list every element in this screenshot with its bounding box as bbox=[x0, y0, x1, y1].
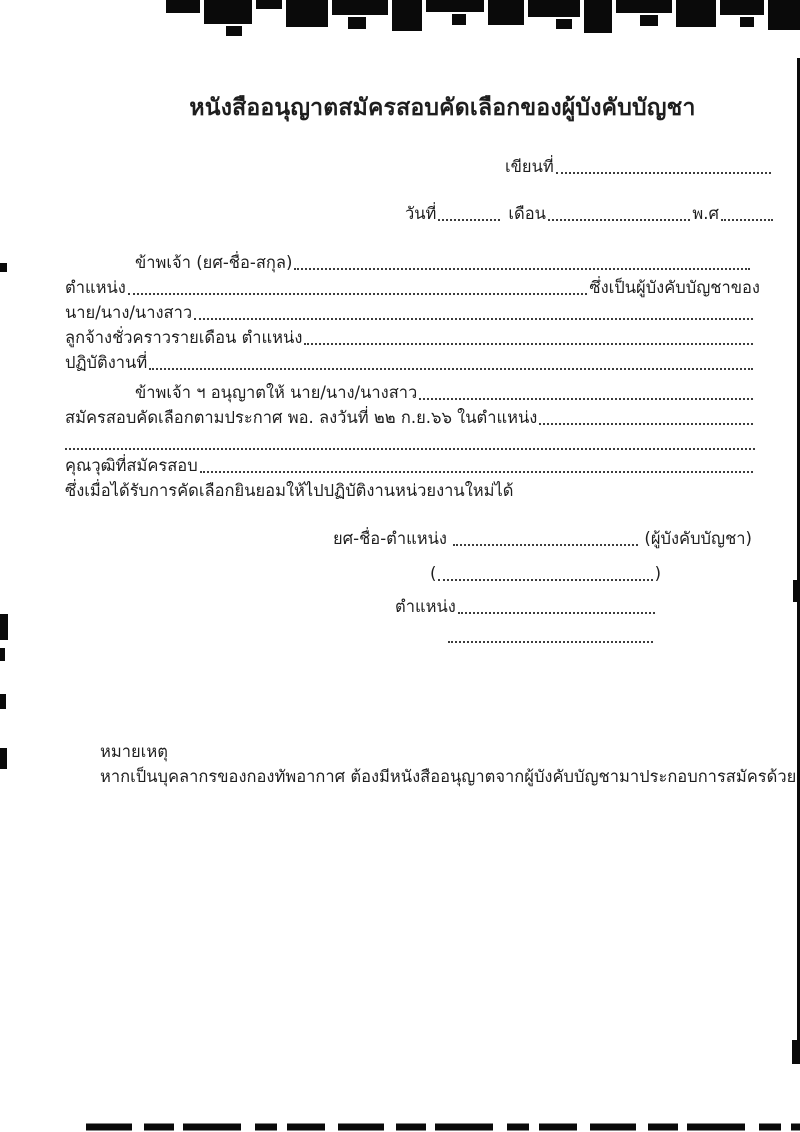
commander-label: (ผู้บังคับบัญชา) bbox=[644, 529, 752, 548]
name-blank bbox=[194, 317, 753, 320]
month-label: เดือน bbox=[508, 204, 546, 223]
position-label: ตำแหน่ง bbox=[65, 278, 126, 297]
declarant-label: ข้าพเจ้า (ยศ-ชื่อ-สกุล) bbox=[135, 253, 293, 272]
form-line-date bbox=[405, 202, 775, 225]
scan-artifact-right-edge bbox=[792, 58, 800, 1064]
written-at-label: เขียนที่ bbox=[505, 157, 554, 176]
month-blank bbox=[548, 218, 690, 221]
note-heading: หมายเหตุ bbox=[100, 742, 168, 761]
form-line-employee bbox=[65, 326, 755, 349]
apply-blank bbox=[539, 422, 753, 425]
workplace-blank bbox=[149, 367, 753, 370]
permit-label: ข้าพเจ้า ฯ อนุญาตให้ นาย/นาง/นางสาว bbox=[135, 383, 418, 402]
form-line-permit bbox=[135, 381, 755, 404]
employee-label: ลูกจ้างชั่วคราวรายเดือน ตำแหน่ง bbox=[65, 328, 303, 347]
paren-close: ) bbox=[654, 564, 661, 583]
signer-position-continued-blank bbox=[448, 640, 653, 643]
form-line-written-at bbox=[505, 155, 773, 178]
paren-open: ( bbox=[430, 564, 437, 583]
signature-line-position-continued bbox=[448, 624, 653, 647]
date-blank bbox=[438, 218, 500, 221]
year-label: พ.ศ bbox=[692, 204, 719, 223]
signature-line-rank-name bbox=[333, 527, 752, 550]
signer-position-label: ตำแหน่ง bbox=[395, 597, 456, 616]
form-line-apply-continued bbox=[65, 431, 755, 454]
form-line-declarant bbox=[135, 251, 752, 274]
form-line-apply bbox=[65, 406, 755, 429]
position-suffix: ซึ่งเป็นผู้บังคับบัญชาของ bbox=[589, 278, 760, 297]
apply-continued-blank bbox=[65, 447, 755, 450]
workplace-label: ปฏิบัติงานที่ bbox=[65, 353, 148, 372]
form-line-consent bbox=[65, 479, 755, 502]
rank-name-blank bbox=[453, 543, 638, 546]
note-text: หากเป็นบุคลากรของกองทัพอากาศ ต้องมีหนังสืออนุญาตจากผู้บังคับบัญชามาประกอบการสมัครด้วย bbox=[100, 767, 797, 786]
permit-blank bbox=[419, 397, 753, 400]
consent-text: ซึ่งเมื่อได้รับการคัดเลือกยินยอมให้ไปปฏิบัติงานหน่วยงานใหม่ได้ bbox=[65, 481, 514, 500]
form-line-workplace bbox=[65, 351, 755, 374]
scan-artifact-top-band bbox=[166, 0, 800, 36]
employee-blank bbox=[304, 342, 753, 345]
form-line-name bbox=[65, 301, 755, 324]
document-title: หนังสืออนุญาตสมัครสอบคัดเลือกของผู้บังคับบัญชา bbox=[189, 95, 696, 121]
declarant-blank bbox=[294, 267, 750, 270]
date-label: วันที่ bbox=[405, 204, 437, 223]
signature-line-position bbox=[395, 595, 657, 618]
qualification-label: คุณวุฒิที่สมัครสอบ bbox=[65, 456, 198, 475]
note-text-line bbox=[100, 765, 797, 788]
signer-name-blank bbox=[438, 578, 652, 581]
rank-name-position-label: ยศ-ชื่อ-ตำแหน่ง bbox=[333, 529, 447, 548]
form-line-qualification bbox=[65, 454, 755, 477]
apply-label: สมัครสอบคัดเลือกตามประกาศ พอ. ลงวันที่ ๒๒ ก.ย.๖๖ ในตำแหน่ง bbox=[65, 408, 538, 427]
name-label: นาย/นาง/นางสาว bbox=[65, 303, 193, 322]
position-blank bbox=[128, 292, 588, 295]
signature-line-name-parentheses bbox=[430, 562, 661, 585]
form-line-position bbox=[65, 276, 760, 299]
written-at-blank bbox=[556, 171, 771, 174]
signer-position-blank bbox=[458, 611, 655, 614]
scan-artifact-left-edge bbox=[0, 263, 8, 769]
qualification-blank bbox=[200, 470, 753, 473]
note-heading-line bbox=[100, 740, 300, 763]
year-blank bbox=[721, 218, 773, 221]
